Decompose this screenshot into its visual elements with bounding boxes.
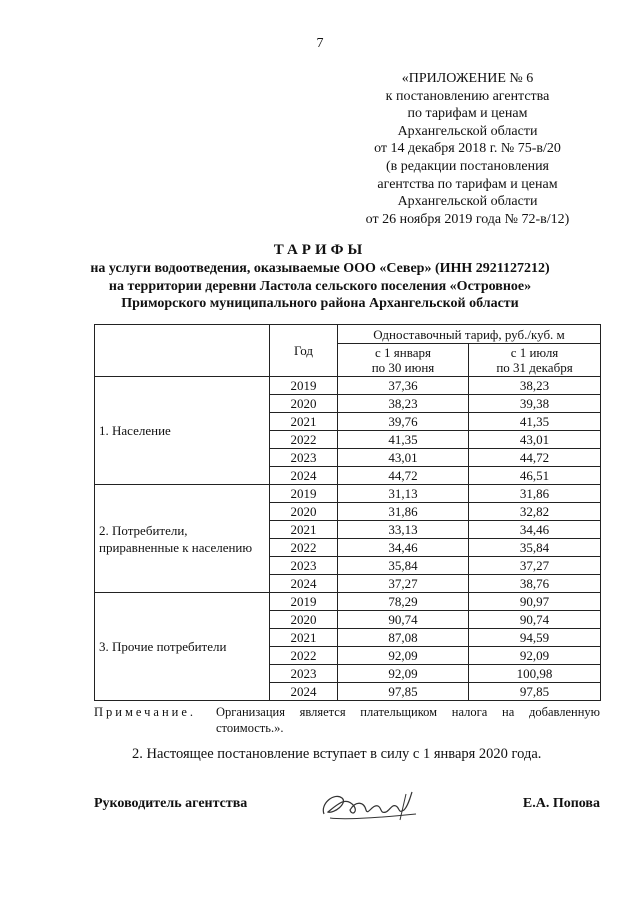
signature-block <box>94 792 600 832</box>
header-year: Год <box>270 325 338 377</box>
tariff-second-half: 31,86 <box>469 485 601 503</box>
appendix-header <box>345 70 590 228</box>
tariff-second-half: 38,23 <box>469 377 601 395</box>
year-cell: 2021 <box>270 629 338 647</box>
tariff-second-half: 90,97 <box>469 593 601 611</box>
header-period-first-half: с 1 января по 30 июня <box>338 344 469 377</box>
year-cell: 2022 <box>270 431 338 449</box>
tariff-second-half: 38,76 <box>469 575 601 593</box>
signatory-title: Руководитель агентства <box>94 796 248 811</box>
note-text-line2: стоимость.». <box>216 721 284 735</box>
year-cell: 2019 <box>270 593 338 611</box>
tariff-first-half: 78,29 <box>338 593 469 611</box>
tariff-first-half: 31,13 <box>338 485 469 503</box>
tariff-first-half: 31,86 <box>338 503 469 521</box>
handwritten-signature <box>316 784 426 828</box>
tariffs-table <box>94 324 601 701</box>
appendix-line: к постановлению агентства <box>385 88 550 104</box>
title-main: ТАРИФЫ <box>273 242 367 258</box>
appendix-line: «ПРИЛОЖЕНИЕ № 6 <box>401 71 534 86</box>
table-row <box>95 377 601 395</box>
tariff-second-half: 92,09 <box>469 647 601 665</box>
appendix-line: от 14 декабря 2018 г. № 75-в/20 <box>374 141 561 157</box>
tariff-second-half: 44,72 <box>469 449 601 467</box>
consumer-category: 3. Прочие потребители <box>95 593 270 701</box>
tariff-second-half: 43,01 <box>469 431 601 449</box>
tariff-second-half: 39,38 <box>469 395 601 413</box>
header-period-second-half: с 1 июля по 31 декабря <box>469 344 601 377</box>
tariff-first-half: 43,01 <box>338 449 469 467</box>
year-cell: 2022 <box>270 647 338 665</box>
year-cell: 2023 <box>270 557 338 575</box>
tariff-first-half: 97,85 <box>338 683 469 701</box>
title-line: на территории деревни Ластола сельского поселения «Островное» <box>108 278 532 294</box>
tariff-second-half: 37,27 <box>469 557 601 575</box>
effective-date-paragraph: 2. Настоящее постановление вступает в силу с 1 января 2020 года. <box>132 746 542 762</box>
year-cell: 2023 <box>270 449 338 467</box>
tariff-second-half: 94,59 <box>469 629 601 647</box>
tariff-first-half: 44,72 <box>338 467 469 485</box>
tariff-first-half: 41,35 <box>338 431 469 449</box>
year-cell: 2019 <box>270 377 338 395</box>
tariff-second-half: 34,46 <box>469 521 601 539</box>
tariff-second-half: 35,84 <box>469 539 601 557</box>
year-cell: 2020 <box>270 611 338 629</box>
tariff-second-half: 32,82 <box>469 503 601 521</box>
page-number: 7 <box>316 36 324 51</box>
year-cell: 2024 <box>270 575 338 593</box>
tariff-first-half: 92,09 <box>338 665 469 683</box>
year-cell: 2020 <box>270 503 338 521</box>
consumer-category: 1. Население <box>95 377 270 485</box>
year-cell: 2023 <box>270 665 338 683</box>
table-row <box>95 485 601 503</box>
tariff-first-half: 35,84 <box>338 557 469 575</box>
tariff-second-half: 97,85 <box>469 683 601 701</box>
year-cell: 2021 <box>270 521 338 539</box>
tariff-first-half: 37,36 <box>338 377 469 395</box>
year-cell: 2022 <box>270 539 338 557</box>
year-cell: 2024 <box>270 467 338 485</box>
note <box>94 704 600 736</box>
signatory-name: Е.А. Попова <box>522 796 600 811</box>
tariff-first-half: 39,76 <box>338 413 469 431</box>
header-category <box>95 325 270 377</box>
appendix-line: (в редакции постановления <box>385 158 550 174</box>
appendix-line: по тарифам и ценам <box>407 106 528 122</box>
tariff-first-half: 34,46 <box>338 539 469 557</box>
appendix-line: агентства по тарифам и ценам <box>377 176 558 192</box>
year-cell: 2021 <box>270 413 338 431</box>
appendix-line: Архангельской области <box>397 123 538 139</box>
tariff-second-half: 100,98 <box>469 665 601 683</box>
tariff-first-half: 92,09 <box>338 647 469 665</box>
tariff-second-half: 41,35 <box>469 413 601 431</box>
tariff-first-half: 37,27 <box>338 575 469 593</box>
year-cell: 2024 <box>270 683 338 701</box>
document-title <box>0 240 640 313</box>
appendix-line: Архангельской области <box>397 194 538 210</box>
tariff-first-half: 33,13 <box>338 521 469 539</box>
tariff-first-half: 90,74 <box>338 611 469 629</box>
note-text-line1: Организация является плательщиком налога на добавленную <box>216 705 600 719</box>
year-cell: 2019 <box>270 485 338 503</box>
tariff-first-half: 38,23 <box>338 395 469 413</box>
tariff-second-half: 46,51 <box>469 467 601 485</box>
title-line: Приморского муниципального района Архангельской области <box>121 296 519 311</box>
note-label: Примечание. <box>94 705 197 719</box>
consumer-category: 2. Потребители, приравненные к населению <box>95 485 270 593</box>
appendix-line: от 26 ноября 2019 года № 72-в/12) <box>365 211 570 227</box>
title-line: на услуги водоотведения, оказываемые ООО «Север» (ИНН 2921127212) <box>90 261 550 276</box>
tariff-second-half: 90,74 <box>469 611 601 629</box>
table-row <box>95 593 601 611</box>
year-cell: 2020 <box>270 395 338 413</box>
header-tariff-group: Одноставочный тариф, руб./куб. м <box>338 325 601 344</box>
tariff-first-half: 87,08 <box>338 629 469 647</box>
